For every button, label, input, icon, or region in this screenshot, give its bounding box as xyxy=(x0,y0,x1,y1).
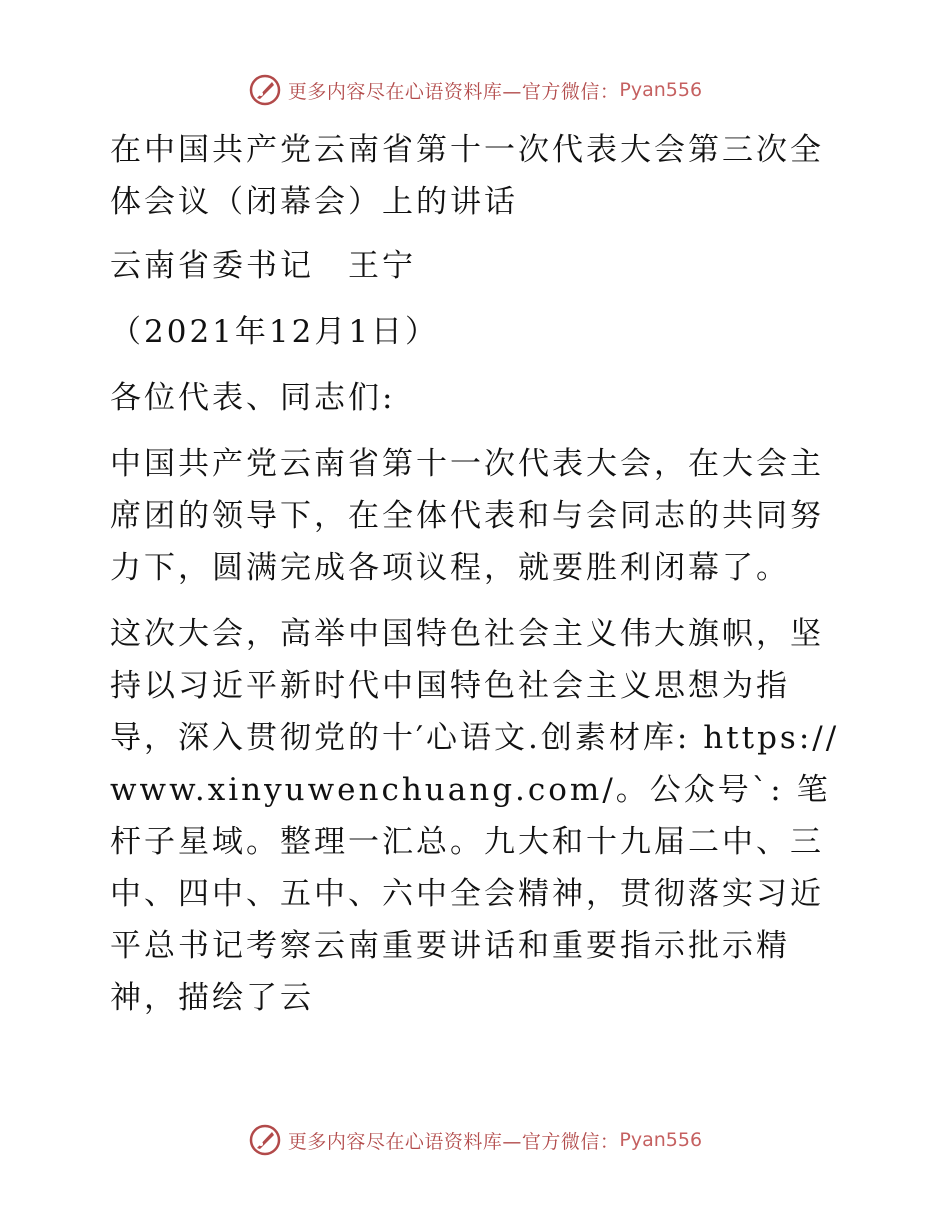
quill-logo-icon xyxy=(248,73,282,107)
watermark-text: 更多内容尽在心语资料库—官方微信： xyxy=(287,1130,620,1153)
header-watermark xyxy=(0,70,950,110)
quill-logo-icon xyxy=(248,1123,282,1157)
document-date: （2021年12月1日） xyxy=(110,314,440,350)
paragraph-1: 中国共产党云南省第十一次代表大会，在大会主席团的领导下，在全体代表和与会同志的共同努力下，圆满完成各项议程，就要胜利闭幕了。 xyxy=(110,446,824,586)
paragraph-2: 这次大会，高举中国特色社会主义伟大旗帜，坚持以习近平新时代中国特色社会主义思想为指导，深入贯彻党的十′心语文.创素材库: https://www.xinyuwenchuang.com/。公众号`: 笔杆子星域。整理一汇总。九大和十九届二中、三中、四中、五中、六中全会精神，贯彻落实习近平总书记考察云南重要讲话和重要指示批示精神，描绘了云 xyxy=(110,616,840,1016)
document-title: 在中国共产党云南省第十一次代表大会第三次全体会议（闭幕会）上的讲话 xyxy=(110,132,824,220)
document-author: 云南省委书记 王宁 xyxy=(110,248,416,284)
footer-watermark xyxy=(0,1120,950,1160)
watermark-handle: Pyan556 xyxy=(619,1129,703,1151)
document-salutation: 各位代表、同志们: xyxy=(110,380,396,416)
watermark-handle: Pyan556 xyxy=(619,79,703,101)
watermark-text: 更多内容尽在心语资料库—官方微信： xyxy=(287,80,620,103)
document-body xyxy=(96,124,856,1038)
